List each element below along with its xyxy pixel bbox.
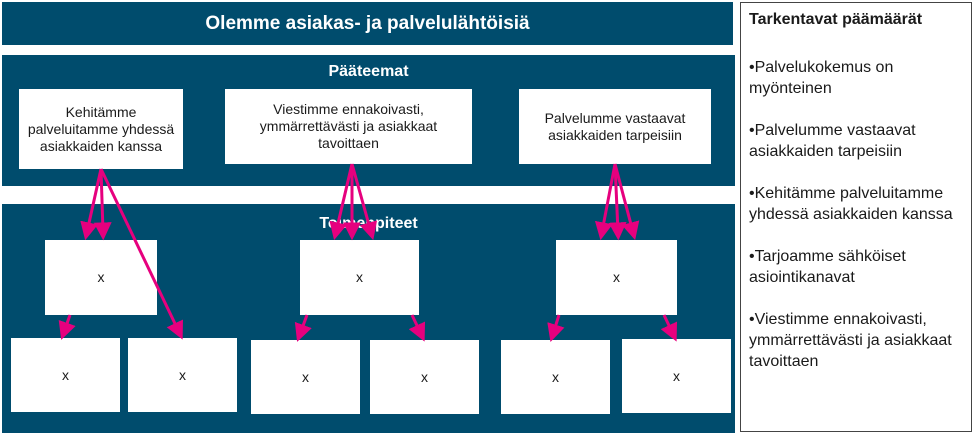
action-box-text: x <box>356 269 363 285</box>
goals-title: Tarkentavat päämäärät <box>749 11 923 28</box>
sub-action-box <box>622 339 731 413</box>
theme-box-text: Viestimme ennakoivasti, ymmärrettävästi ja asiakkaat tavoittaen <box>259 101 438 151</box>
sub-action-box <box>11 338 120 412</box>
goal-item: •Tarjoamme sähköiset asiointikanavat <box>749 248 906 286</box>
action-box <box>556 240 677 315</box>
page-title <box>2 2 733 45</box>
goal-item: •Palvelumme vastaavat asiakkaiden tarpeisiin <box>749 122 916 160</box>
sub-action-box-text: x <box>673 367 680 384</box>
theme-box-2 <box>225 89 472 164</box>
goals-panel <box>740 2 972 432</box>
sub-action-box <box>128 338 237 412</box>
action-box <box>45 240 157 315</box>
action-box-text: x <box>97 269 105 285</box>
sub-action-box <box>501 340 610 414</box>
sub-action-box-text: x <box>552 368 559 385</box>
theme-box-text: Palvelumme vastaavat asiakkaiden tarpeisiin <box>544 109 686 143</box>
theme-box-text: Kehitämme palveluitamme yhdessä asiakkaiden kanssa <box>27 103 175 154</box>
sub-action-box-text: x <box>62 366 69 383</box>
goal-item: •Viestimme ennakoivasti, ymmärrettävästi ja asiakkaat tavoittaen <box>749 311 952 370</box>
actions-label: Toimenpiteet <box>319 215 418 232</box>
sub-action-box-text: x <box>179 366 186 383</box>
sub-action-box-text: x <box>302 368 309 385</box>
sub-action-box <box>370 340 479 414</box>
goal-item: •Kehitämme palveluitamme yhdessä asiakkaiden kanssa <box>749 185 953 223</box>
sub-action-box-text: x <box>421 368 428 385</box>
theme-box-1 <box>19 89 183 169</box>
sub-action-box <box>251 340 360 414</box>
page-title-text: Olemme asiakas- ja palvelulähtöisiä <box>205 12 530 34</box>
themes-label: Pääteemat <box>328 63 409 80</box>
goal-item: •Palvelukokemus on myönteinen <box>749 59 894 97</box>
theme-box-3 <box>519 89 711 164</box>
action-box <box>300 240 419 315</box>
action-box-text: x <box>613 269 620 285</box>
